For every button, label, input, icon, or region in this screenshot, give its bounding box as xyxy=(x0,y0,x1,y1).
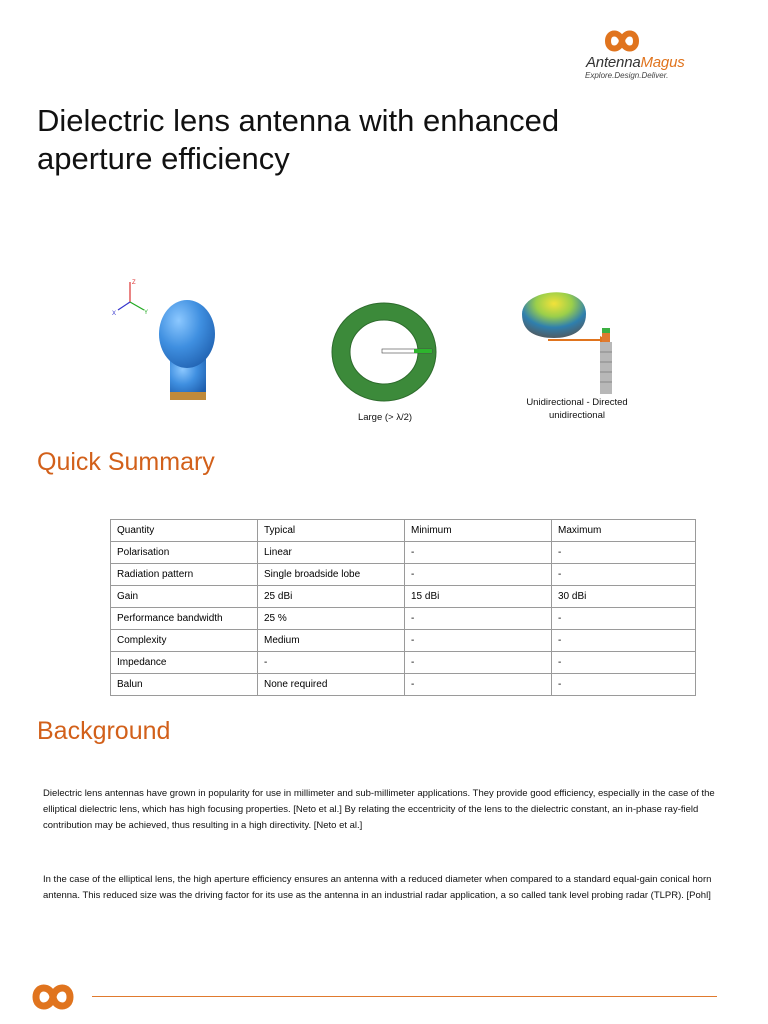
aperture-ring-figure xyxy=(328,300,440,404)
table-cell: Medium xyxy=(258,630,405,652)
radiation-pattern-figure xyxy=(514,280,644,398)
table-row xyxy=(111,564,696,586)
table-cell: - xyxy=(258,652,405,674)
table-cell: - xyxy=(552,608,696,630)
table-cell: Polarisation xyxy=(111,542,258,564)
table-cell: - xyxy=(552,630,696,652)
table-cell: Single broadside lobe xyxy=(258,564,405,586)
table-cell: - xyxy=(552,542,696,564)
table-cell: Gain xyxy=(111,586,258,608)
brand-name: AntennaMagus xyxy=(586,54,685,71)
background-paragraph-1: Dielectric lens antennas have grown in popularity for use in millimeter and sub-millimeter applications. They provide good efficiency, especially in the case of the elliptical dielectric lens, which has high focusing properties. [Neto et al.] By relating the eccentricity of the lens to the dielectric constant, an in-phase ray-field contribution may be achieved, thus resulting in a high directivity. [Neto et al.] xyxy=(43,788,715,831)
column-header: Typical xyxy=(258,520,405,542)
axis-y-label: Y xyxy=(144,310,149,316)
table-row xyxy=(111,674,696,696)
table-cell: - xyxy=(405,542,552,564)
table-cell: None required xyxy=(258,674,405,696)
table-cell: - xyxy=(552,564,696,586)
background-heading: Background xyxy=(37,717,171,745)
table-cell: Impedance xyxy=(111,652,258,674)
axis-x-label: X xyxy=(112,311,117,317)
column-header: Maximum xyxy=(552,520,696,542)
table-cell: Linear xyxy=(258,542,405,564)
quick-summary-heading: Quick Summary xyxy=(37,448,215,476)
table-cell: - xyxy=(405,652,552,674)
table-cell: - xyxy=(405,564,552,586)
table-row xyxy=(111,586,696,608)
background-paragraph-2: In the case of the elliptical lens, the high aperture efficiency ensures an antenna with a reduced diameter when compared to a standard equal-gain conical horn antenna. This reduced size was the driving factor for its use as the antenna in an industrial radar application, a so called tank level probing radar (TLPR). [Pohl] xyxy=(43,874,712,901)
brand-tagline: Explore.Design.Deliver. xyxy=(585,71,669,80)
axis-z-label: Z xyxy=(132,280,136,286)
table-row xyxy=(111,652,696,674)
table-cell: - xyxy=(552,652,696,674)
table-cell: Complexity xyxy=(111,630,258,652)
antennamagus-logo xyxy=(584,26,724,86)
table-row xyxy=(111,630,696,652)
lens-antenna-model-figure xyxy=(108,276,228,406)
quick-summary-table xyxy=(110,519,696,696)
table-cell: - xyxy=(405,674,552,696)
table-cell: 25 % xyxy=(258,608,405,630)
table-cell: Performance bandwidth xyxy=(111,608,258,630)
table-cell: 15 dBi xyxy=(405,586,552,608)
table-cell: Balun xyxy=(111,674,258,696)
table-cell: - xyxy=(552,674,696,696)
polarisation-caption: Large (> λ/2) xyxy=(357,412,413,423)
table-cell: Radiation pattern xyxy=(111,564,258,586)
table-cell: - xyxy=(405,608,552,630)
column-header: Quantity xyxy=(111,520,258,542)
footer-divider xyxy=(92,996,717,997)
column-header: Minimum xyxy=(405,520,552,542)
table-row xyxy=(111,608,696,630)
page-title: Dielectric lens antenna with enhanced aperture efficiency xyxy=(37,103,560,176)
table-cell: - xyxy=(405,630,552,652)
table-cell: 25 dBi xyxy=(258,586,405,608)
footer-logo-icon xyxy=(22,980,84,1014)
pattern-lobe-shape xyxy=(522,292,586,338)
dielectric-lens-shape xyxy=(159,300,215,400)
radiation-caption: Unidirectional - Directed unidirectional xyxy=(526,397,628,421)
table-row xyxy=(111,542,696,564)
logo-mark-icon xyxy=(592,26,652,56)
table-header-row xyxy=(111,520,696,542)
axis-triad-icon xyxy=(112,280,148,317)
table-cell: 30 dBi xyxy=(552,586,696,608)
